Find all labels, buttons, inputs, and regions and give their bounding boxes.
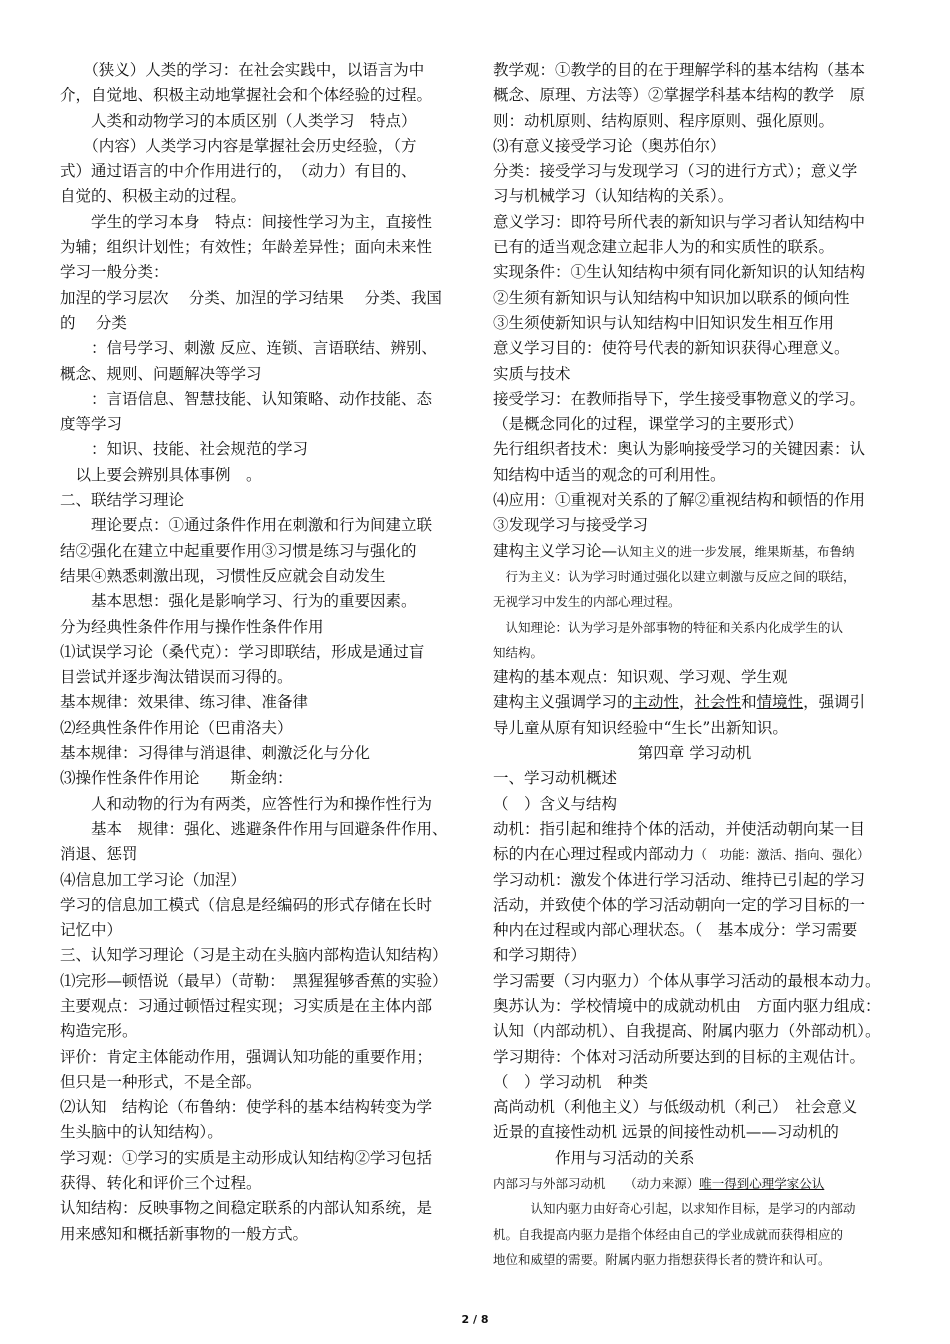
line-text: 实现条件：①生认知结构中须有同化新知识的认知结构 <box>493 263 866 282</box>
line-text: 奥苏认为：学校情境中的成就动机由 方面内驱力组成： <box>493 996 881 1015</box>
line-text: ③发现学习与接受学习 <box>493 516 649 535</box>
line-text: ：知识、技能、社会规范的学习 <box>60 440 309 459</box>
line-text: 学生的学习本身 特点：间接性学习为主，直接性 <box>60 212 433 231</box>
line-text: ②生须有新知识与认知结构中知识加以联系的倾向性 <box>493 288 850 307</box>
text-line <box>60 336 463 361</box>
line-text: 建构主义学习论— <box>493 541 618 560</box>
line-text: 认知结构：反映事物之间稳定联系的内部认知系统，是 <box>60 1199 433 1218</box>
text-line <box>493 615 896 640</box>
text-line <box>493 260 896 285</box>
line-text: 学习动机：激发个体进行学习活动、维持已引起的学习 <box>493 870 866 889</box>
text-line <box>60 286 463 311</box>
line-text: 种内在过程或内部心理状态。（ 基本成分：学习需要 <box>493 921 858 940</box>
text-line <box>493 83 896 108</box>
line-text: 和 <box>741 693 757 712</box>
text-line <box>493 589 896 614</box>
text-line <box>60 488 463 513</box>
line-text: 三、认知学习理论（习是主动在头脑内部构造认知结构） <box>60 946 448 965</box>
text-line <box>60 564 463 589</box>
line-text: 一、学习动机概述 <box>493 769 618 788</box>
line-text: ⑷应用：①重视对关系的了解②重视结构和顿悟的作用 <box>493 491 866 510</box>
text-line <box>493 539 896 564</box>
text-line <box>60 640 463 665</box>
line-text: 学习需要（习内驱力）个体从事学习活动的最根本动力。 <box>493 971 881 990</box>
text-line <box>493 969 896 994</box>
small-text: 机。自我提高内驱力是指个体经由自己的学业成就而获得相应的 <box>493 1226 844 1242</box>
text-line <box>493 868 896 893</box>
text-line <box>60 1045 463 1070</box>
text-line <box>493 893 896 918</box>
text-line <box>60 260 463 285</box>
text-line <box>60 109 463 134</box>
text-line <box>493 690 896 715</box>
text-line <box>493 1095 896 1120</box>
line-text: ⑴完形—顿悟说（最早）（苛勒： 黑猩猩够香蕉的实验） <box>60 971 448 990</box>
line-text: 建构主义强调学习的 <box>493 693 633 712</box>
text-line <box>60 1146 463 1171</box>
text-line <box>60 994 463 1019</box>
text-line <box>60 412 463 437</box>
line-text: 学习的信息加工模式（信息是经编码的形式存储在长时 <box>60 895 433 914</box>
text-line <box>493 286 896 311</box>
text-line <box>60 387 463 412</box>
line-text: 学习期待：个体对习活动所要达到的目标的主观估计。 <box>493 1047 866 1066</box>
text-line <box>60 83 463 108</box>
text-line <box>493 362 896 387</box>
line-text: 实质与技术 <box>493 364 571 383</box>
text-line <box>493 488 896 513</box>
text-line <box>493 994 896 1019</box>
line-text: 介，自觉地、积极主动地掌握社会和个体经验的过程。 <box>60 86 433 105</box>
line-text: （内容）人类学习内容是掌握社会历史经验，（方 <box>60 136 417 155</box>
line-text: （ ）学习动机 种类 <box>493 1072 649 1091</box>
text-line <box>60 792 463 817</box>
text-line <box>60 463 463 488</box>
small-text: （ 功能：激活、指向、强化） <box>694 847 870 863</box>
line-text: 知结构中适当的观念的可利用性。 <box>493 465 726 484</box>
text-line <box>60 842 463 867</box>
text-line <box>60 665 463 690</box>
line-text: 意义学习目的：使符号代表的新知识获得心理意义。 <box>493 339 850 358</box>
text-line <box>493 513 896 538</box>
text-line <box>60 134 463 159</box>
text-line <box>493 918 896 943</box>
text-line <box>60 1171 463 1196</box>
line-text: 建构的基本观点：知识观、学习观、学生观 <box>493 668 788 687</box>
text-line <box>493 463 896 488</box>
text-line <box>60 893 463 918</box>
page-number: 2 / 8 <box>461 1313 489 1326</box>
text-line <box>493 336 896 361</box>
text-line <box>493 943 896 968</box>
text-line <box>60 58 463 83</box>
text-line <box>493 387 896 412</box>
line-text: 用来感知和概括新事物的一般方式。 <box>60 1224 309 1243</box>
text-line <box>493 1120 896 1145</box>
line-text: ⑵认知 结构论（布鲁纳：使学科的基本结构转变为学 <box>60 1098 433 1117</box>
line-text: 意义学习：即符号所代表的新知识与学习者认知结构中 <box>493 212 866 231</box>
text-line <box>493 792 896 817</box>
line-text: 基本规律：习得律与消退律、刺激泛化与分化 <box>60 744 371 763</box>
text-line <box>493 817 896 842</box>
text-line <box>60 589 463 614</box>
underlined-term: 主动性 <box>632 693 680 712</box>
line-text: ：信号学习、刺激 反应、连锁、言语联结、辨别、 <box>60 339 437 358</box>
text-line <box>60 868 463 893</box>
text-line <box>60 159 463 184</box>
line-text: （狭义）人类的学习：在社会实践中，以语言为中 <box>60 61 425 79</box>
line-text: 作用与习活动的关系 <box>493 1148 695 1167</box>
line-text: ，强调引 <box>803 693 866 712</box>
text-line <box>493 1247 896 1272</box>
text-line <box>60 1196 463 1221</box>
line-text: 分类：接受学习与发现学习（习的进行方式）；意义学 <box>493 162 858 181</box>
text-line <box>493 412 896 437</box>
line-text: 理论要点：①通过条件作用在刺激和行为间建立联 <box>60 516 433 535</box>
text-line <box>60 943 463 968</box>
text-line <box>493 640 896 665</box>
text-line <box>493 1070 896 1095</box>
line-text: 为辅；组织计划性；有效性；年龄差异性；面向未来性 <box>60 238 433 257</box>
text-line <box>493 184 896 209</box>
line-text: 接受学习：在教师指导下，学生接受事物意义的学习。 <box>493 389 866 408</box>
text-line <box>60 741 463 766</box>
small-text: 认知主义的进一步发展，维果斯基，布鲁纳 <box>617 543 855 559</box>
line-text: 近景的直接性动机 远景的间接性动机——习动机的 <box>493 1123 839 1142</box>
text-line <box>493 437 896 462</box>
line-text: 已有的适当观念建立起非人为的和实质性的联系。 <box>493 238 835 257</box>
line-text: 基本思想：强化是影响学习、行为的重要因素。 <box>60 592 417 611</box>
line-text: 第四章 学习动机 <box>637 744 752 763</box>
text-line <box>60 766 463 791</box>
line-text: 人类和动物学习的本质区别（人类学习 特点） <box>60 111 417 130</box>
text-line <box>493 134 896 159</box>
line-text: 习与机械学习（认知结构的关系）。 <box>493 187 734 206</box>
line-text: 标的内在心理过程或内部动力 <box>493 845 695 864</box>
text-line <box>60 690 463 715</box>
text-line <box>493 109 896 134</box>
line-text: 概念、原理、方法等）②掌握学科基本结构的教学 原 <box>493 86 866 105</box>
line-text: 加涅的学习层次 分类、加涅的学习结果 分类、我国 <box>60 288 442 307</box>
text-line <box>493 1045 896 1070</box>
line-text: ⑵经典性条件作用论（巴甫洛夫） <box>60 718 293 737</box>
text-line <box>493 1146 896 1171</box>
line-text: 动机：指引起和维持个体的活动，并使活动朝向某一目 <box>493 819 866 838</box>
text-line <box>493 1196 896 1221</box>
line-text: 概念、规则、问题解决等学习 <box>60 364 262 383</box>
text-line <box>60 184 463 209</box>
line-text: 先行组织者技术：奥认为影响接受学习的关键因素：认 <box>493 440 866 459</box>
left-column <box>60 58 463 1247</box>
line-text: 和学习期待） <box>493 946 587 965</box>
line-text: （是概念同化的过程，课堂学习的主要形式） <box>493 415 804 434</box>
text-line <box>60 362 463 387</box>
line-text: ⑶操作性条件作用论 斯金纳： <box>60 769 293 788</box>
text-line <box>60 1095 463 1120</box>
line-text: ③生须使新知识与认知结构中旧知识发生相互作用 <box>493 313 835 332</box>
line-text: 活动，并致使个体的学习活动朝向一定的学习目标的一 <box>493 895 866 914</box>
text-line <box>493 741 896 766</box>
text-line <box>60 817 463 842</box>
text-line <box>493 235 896 260</box>
text-line <box>493 766 896 791</box>
line-text: 学习观：①学习的实质是主动形成认知结构②学习包括 <box>60 1148 433 1167</box>
text-line <box>60 513 463 538</box>
line-text: 生头脑中的认知结构）。 <box>60 1123 223 1142</box>
line-text: 高尚动机（利他主义）与低级动机（利己） 社会意义 <box>493 1098 858 1117</box>
text-line <box>60 210 463 235</box>
text-line <box>60 437 463 462</box>
line-text: 基本规律：效果律、练习律、准备律 <box>60 693 309 712</box>
line-text: ：言语信息、智慧技能、认知策略、动作技能、态 <box>60 389 433 408</box>
text-line <box>60 539 463 564</box>
text-line <box>493 1019 896 1044</box>
small-text: 无视学习中发生的内部心理过程。 <box>493 594 681 610</box>
small-text: 知结构。 <box>493 644 544 660</box>
line-text: 认知（内部动机）、自我提高、附属内驱力（外部动机）。 <box>493 1022 881 1041</box>
line-text: 主要观点：习通过顿悟过程实现；习实质是在主体内部 <box>60 996 433 1015</box>
line-text: 结②强化在建立中起重要作用③习惯是练习与强化的 <box>60 541 417 560</box>
text-line <box>493 1171 896 1196</box>
line-text: 评价：肯定主体能动作用，强调认知功能的重要作用； <box>60 1047 433 1066</box>
small-text: 地位和威望的需要。附属内驱力指想获得长者的赞许和认可。 <box>493 1251 831 1267</box>
line-text: 则：动机原则、结构原则、程序原则、强化原则。 <box>493 111 835 130</box>
underlined-term: 唯一得到心理学家公认 <box>699 1176 825 1192</box>
line-text: ⑷信息加工学习论（加涅） <box>60 870 247 889</box>
line-text: 消退、惩罚 <box>60 845 138 864</box>
text-line <box>493 58 896 83</box>
line-text: 记忆中） <box>60 921 123 940</box>
line-text: ， <box>679 693 695 712</box>
text-line <box>60 1222 463 1247</box>
text-line <box>493 210 896 235</box>
line-text: 结果④熟悉刺激出现，习惯性反应就会自动发生 <box>60 566 386 585</box>
line-text: 基本 规律：强化、逃避条件作用与回避条件作用、 <box>60 819 448 838</box>
small-text: 行为主义：认为学习时通过强化以建立刺激与反应之间的联结， <box>493 568 856 584</box>
text-line <box>493 159 896 184</box>
text-line <box>493 1222 896 1247</box>
text-line <box>60 918 463 943</box>
line-text: ⑶有意义接受学习论（奥苏伯尔） <box>493 136 726 155</box>
text-line <box>60 615 463 640</box>
line-text: 目尝试并逐步淘汰错误而习得的。 <box>60 668 293 687</box>
underlined-term: 情境性 <box>756 693 804 712</box>
line-text: 构造完形。 <box>60 1022 138 1041</box>
text-line <box>493 716 896 741</box>
small-text: 认知内驱力由好奇心引起，以求知作目标，是学习的内部动 <box>493 1201 856 1217</box>
line-text: 自觉的、积极主动的过程。 <box>60 187 247 206</box>
text-line <box>60 1070 463 1095</box>
text-line <box>60 969 463 994</box>
underlined-term: 社会性 <box>694 693 742 712</box>
text-line <box>60 235 463 260</box>
line-text: 以上要会辨别具体事例 。 <box>60 465 262 484</box>
right-column <box>493 58 896 1272</box>
line-text: 分为经典性条件作用与操作性条件作用 <box>60 617 324 636</box>
line-text: ⑴试误学习论（桑代克）：学习即联结，形成是通过盲 <box>60 642 425 661</box>
line-text: 二、联结学习理论 <box>60 491 185 510</box>
line-text: 但只是一种形式，不是全部。 <box>60 1072 262 1091</box>
text-line <box>493 842 896 867</box>
small-text: 认知理论：认为学习是外部事物的特征和关系内化成学生的认 <box>493 619 844 635</box>
text-line <box>493 311 896 336</box>
line-text: 获得、转化和评价三个过程。 <box>60 1174 262 1193</box>
line-text: 的 分类 <box>60 313 127 332</box>
line-text: 人和动物的行为有两类，应答性行为和操作性行为 <box>60 794 433 813</box>
line-text: 度等学习 <box>60 415 123 434</box>
text-line <box>493 665 896 690</box>
small-text: 内部习与外部习动机 （动力来源） <box>493 1176 700 1192</box>
text-line <box>60 716 463 741</box>
line-text: 导儿童从原有知识经验中“生长”出新知识。 <box>493 718 788 737</box>
text-line <box>60 1120 463 1145</box>
line-text: 式）通过语言的中介作用进行的， （动力）有目的、 <box>60 162 417 181</box>
line-text: （ ）含义与结构 <box>493 794 618 813</box>
text-line <box>493 564 896 589</box>
text-line <box>60 1019 463 1044</box>
line-text: 学习一般分类： <box>60 263 169 282</box>
text-line <box>60 311 463 336</box>
line-text: 教学观：①教学的目的在于理解学科的基本结构（基本 <box>493 61 866 79</box>
